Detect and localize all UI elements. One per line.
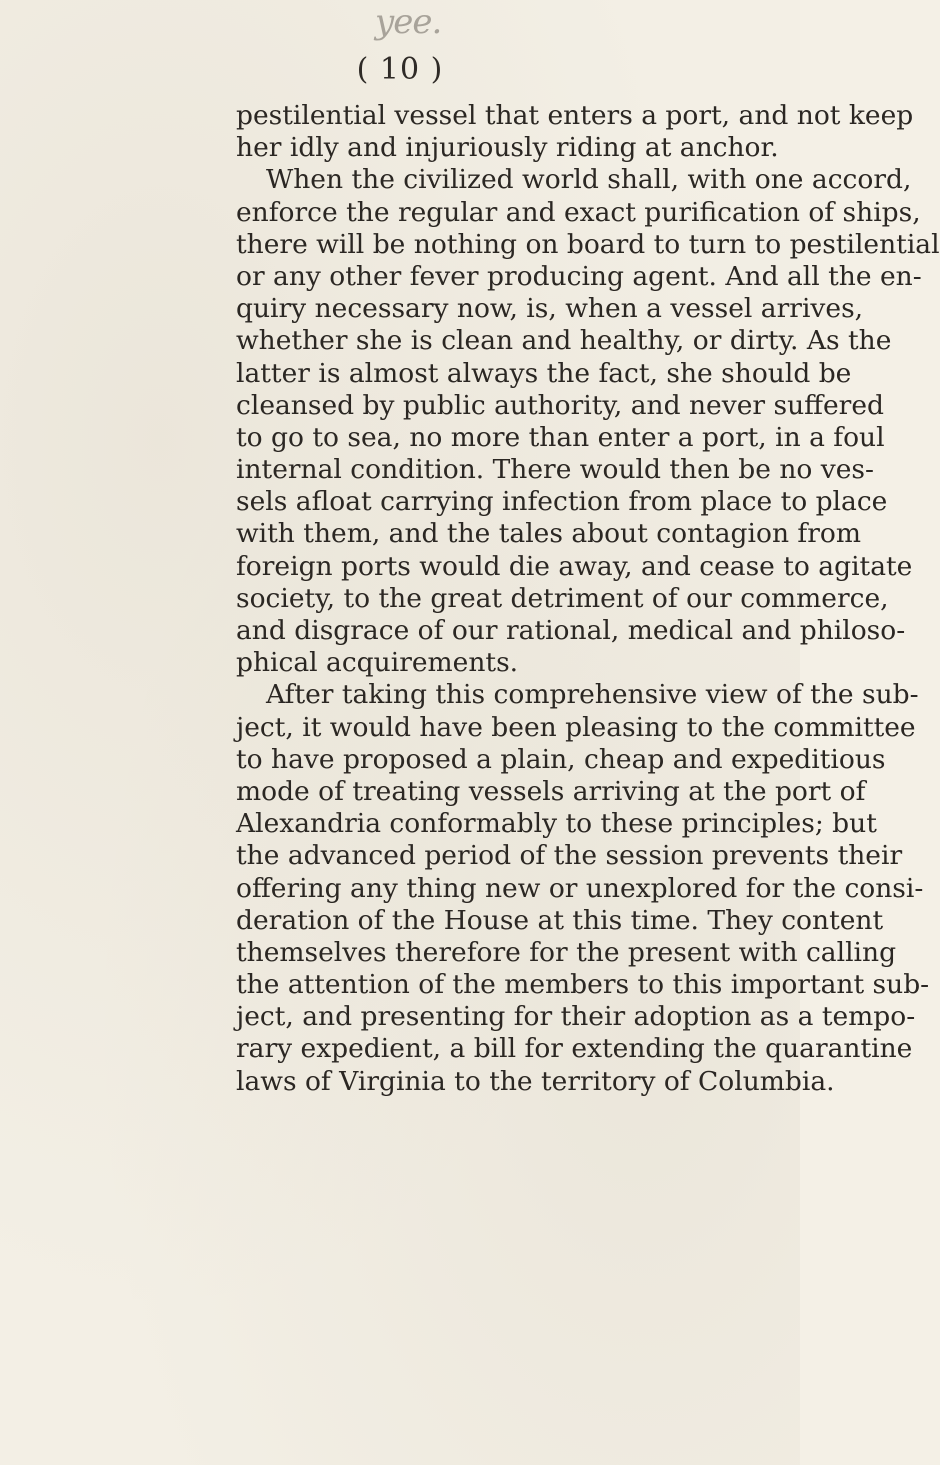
handwritten-annotation: yee.	[375, 2, 442, 42]
text-line: the attention of the members to this important sub-	[236, 969, 930, 1001]
text-line: society, to the great detriment of our commerce,	[236, 582, 889, 614]
text-line: themselves therefore for the present with calling	[236, 936, 897, 968]
text-line: cleansed by public authority, and never suffered	[236, 389, 884, 421]
text-line: to go to sea, no more than enter a port, in a foul	[236, 421, 885, 453]
text-line: and disgrace of our rational, medical and philoso-	[236, 615, 906, 646]
text-line: ject, and presenting for their adoption as a tempo-	[236, 1001, 916, 1033]
text-line: latter is almost always the fact, she should be	[236, 357, 852, 389]
text-line: Alexandria conformably to these principles; but	[236, 808, 877, 840]
text-line: internal condition. There would then be no ves-	[236, 454, 874, 486]
body-text	[236, 100, 940, 1098]
text-line: enforce the regular and exact purification of ships,	[236, 196, 921, 228]
text-line: foreign ports would die away, and cease to agitate	[236, 550, 913, 582]
text-line: there will be nothing on board to turn to pestilential	[236, 228, 940, 260]
text-line: the advanced period of the session prevents their	[236, 840, 903, 872]
text-line: rary expedient, a bill for extending the quarantine	[236, 1033, 913, 1065]
text-line: whether she is clean and healthy, or dirty. As the	[236, 325, 892, 357]
text-line: sels afloat carrying infection from place to place	[236, 486, 888, 518]
text-line: quiry necessary now, is, when a vessel arrives,	[236, 293, 864, 325]
paragraph-start-line: When the civilized world shall, with one accord,	[266, 164, 912, 196]
text-line: or any other fever producing agent. And all the en-	[236, 260, 922, 292]
text-line: with them, and the tales about contagion from	[236, 518, 861, 550]
text-line: deration of the House at this time. They content	[236, 904, 884, 936]
text-line: ject, it would have been pleasing to the committee	[236, 711, 916, 743]
text-line: her idly and injuriously riding at anchor.	[236, 132, 779, 164]
page-number: ( 10 )	[356, 52, 444, 87]
paragraph-start-line: After taking this comprehensive view of the sub-	[266, 679, 919, 711]
text-line: pestilential vessel that enters a port, and not keep	[236, 100, 914, 131]
text-line: to have proposed a plain, cheap and expeditious	[236, 743, 886, 775]
text-line: mode of treating vessels arriving at the port of	[236, 775, 866, 807]
text-line: laws of Virginia to the territory of Columbia.	[236, 1065, 835, 1097]
text-line: offering any thing new or unexplored for the consi-	[236, 872, 924, 904]
text-line: phical acquirements.	[236, 647, 519, 679]
